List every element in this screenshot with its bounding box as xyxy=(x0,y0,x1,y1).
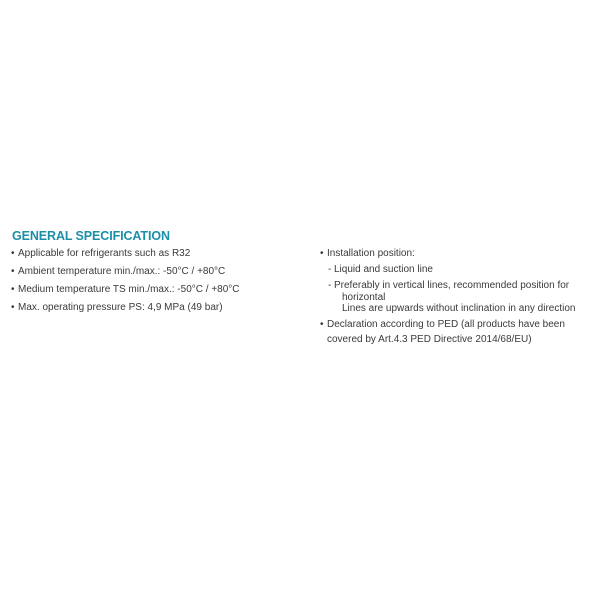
left-spec-list xyxy=(11,245,291,317)
bullet-icon: • xyxy=(11,302,15,313)
spec-text: Declaration according to PED (all products have been xyxy=(327,319,565,330)
dash-icon: - xyxy=(328,280,332,291)
right-spec-list xyxy=(320,246,595,347)
sub-item-vertical-lines xyxy=(328,279,595,292)
spec-text: Max. operating pressure PS: 4,9 MPa (49 bar) xyxy=(18,302,223,313)
spec-text: Medium temperature TS min./max.: -50°C / +80°C xyxy=(18,284,240,295)
bullet-icon: • xyxy=(320,248,324,259)
installation-sub-list xyxy=(320,263,595,314)
spec-text: Ambient temperature min./max.: -50°C / +80°C xyxy=(18,266,226,277)
spec-item-medium-temperature xyxy=(11,281,291,299)
dash-icon: - xyxy=(328,264,332,275)
sub-text: Liquid and suction line xyxy=(334,264,433,275)
spec-item-ambient-temperature xyxy=(11,263,291,281)
declaration-continuation: covered by Art.4.3 PED Directive 2014/68/EU) xyxy=(327,334,532,345)
spec-text: Installation position: xyxy=(327,248,415,259)
sub-item-liquid-suction xyxy=(328,263,595,276)
bullet-icon: • xyxy=(11,284,15,295)
bullet-icon: • xyxy=(11,248,15,259)
section-heading: GENERAL SPECIFICATION xyxy=(12,229,170,243)
spec-item-refrigerants xyxy=(11,245,291,263)
sub-item-continuation-horizontal: horizontal xyxy=(342,292,386,303)
spec-item-declaration xyxy=(320,317,595,332)
spec-item-installation-position xyxy=(320,246,595,261)
spec-item-operating-pressure xyxy=(11,299,291,317)
bullet-icon: • xyxy=(320,319,324,330)
spec-text: Applicable for refrigerants such as R32 xyxy=(18,248,191,259)
bullet-icon: • xyxy=(11,266,15,277)
sub-item-continuation-upwards: Lines are upwards without inclination in any direction xyxy=(342,303,576,314)
sub-text: Preferably in vertical lines, recommended position for xyxy=(334,280,570,291)
